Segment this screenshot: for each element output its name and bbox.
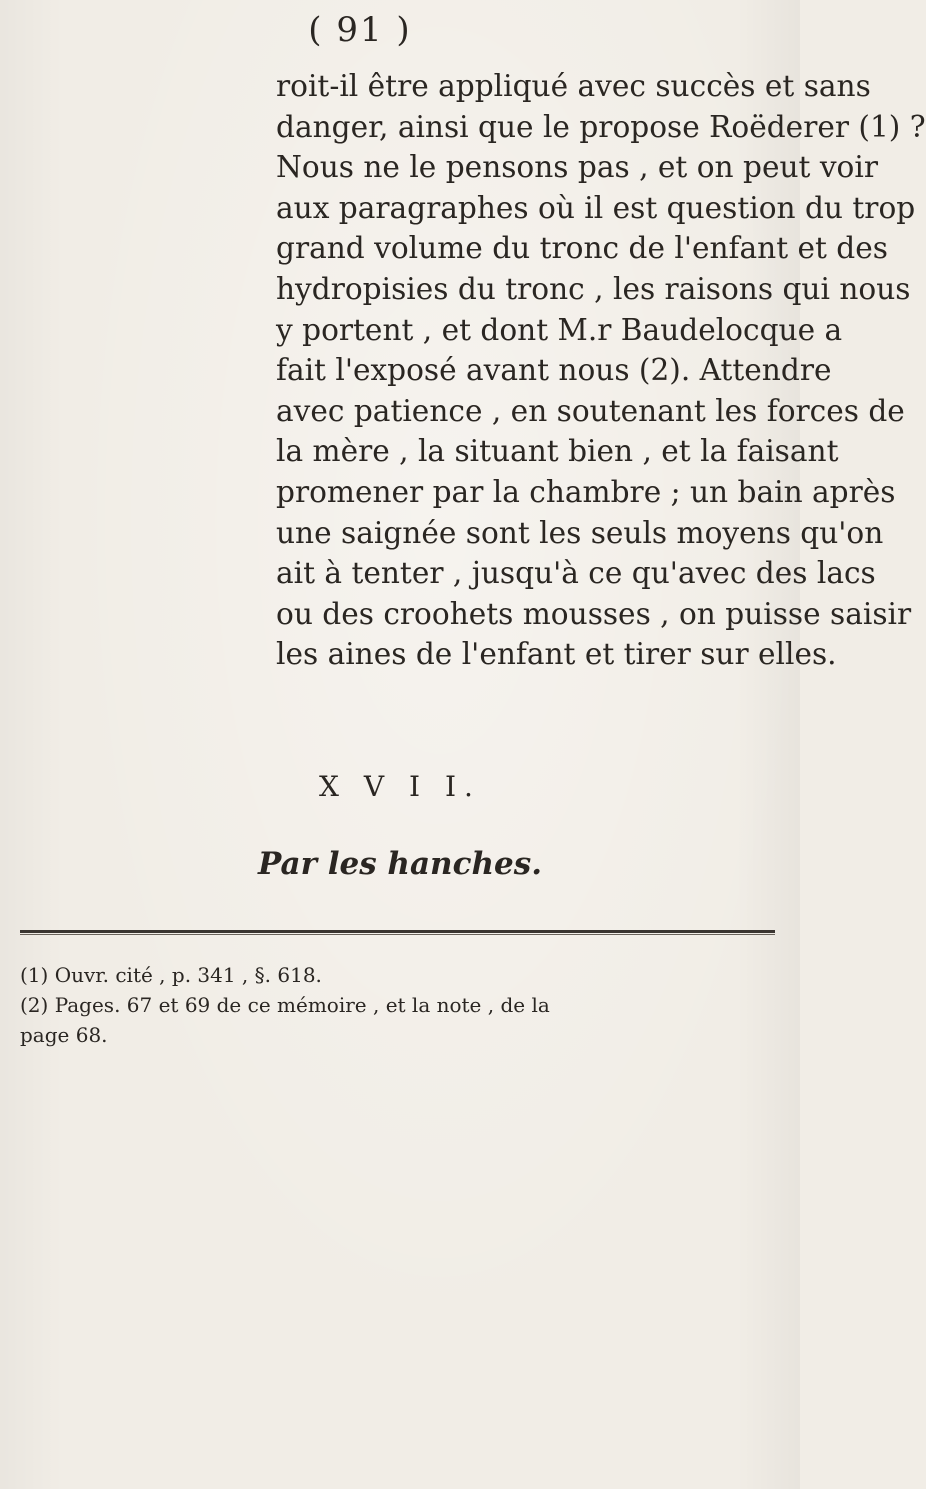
text-line: aux paragraphes où il est question du trop xyxy=(276,190,916,225)
footnote-2: (2) Pages. 67 et 69 de ce mémoire , et la note , de la xyxy=(20,993,550,1017)
text-line: y portent , et dont M.r Baudelocque a xyxy=(276,312,843,347)
text-line: les aines de l'enfant et tirer sur elles. xyxy=(276,637,837,672)
footnote-2-continuation: page 68. xyxy=(20,1023,108,1047)
text-line: grand volume du tronc de l'enfant et des xyxy=(276,231,888,266)
body-paragraph xyxy=(276,66,926,675)
text-line: fait l'exposé avant nous (2). Attendre xyxy=(276,353,832,388)
text-line: ait à tenter , jusqu'à ce qu'avec des lacs xyxy=(276,556,876,591)
text-line: hydropisies du tronc , les raisons qui nous xyxy=(276,271,911,306)
text-line: roit-il être appliqué avec succès et sans xyxy=(276,69,871,103)
text-line: une saignée sont les seuls moyens qu'on xyxy=(276,515,884,550)
text-line: la mère , la situant bien , et la faisant xyxy=(276,434,839,469)
section-number: X V I I. xyxy=(319,770,481,803)
footnote-divider xyxy=(20,930,775,935)
footnotes xyxy=(20,960,760,1050)
text-line: ou des croohets mousses , on puisse saisir xyxy=(276,596,912,631)
text-line: Nous ne le pensons pas , et on peut voir xyxy=(276,150,878,185)
page-number: ( 91 ) xyxy=(308,10,412,50)
footnote-1: (1) Ouvr. cité , p. 341 , §. 618. xyxy=(20,963,322,987)
text-line: danger, ainsi que le propose Roëderer (1) ? xyxy=(276,109,926,144)
text-line: promener par la chambre ; un bain après xyxy=(276,474,896,509)
text-line: avec patience , en soutenant les forces de xyxy=(276,393,905,428)
section-title: Par les hanches. xyxy=(258,846,542,882)
